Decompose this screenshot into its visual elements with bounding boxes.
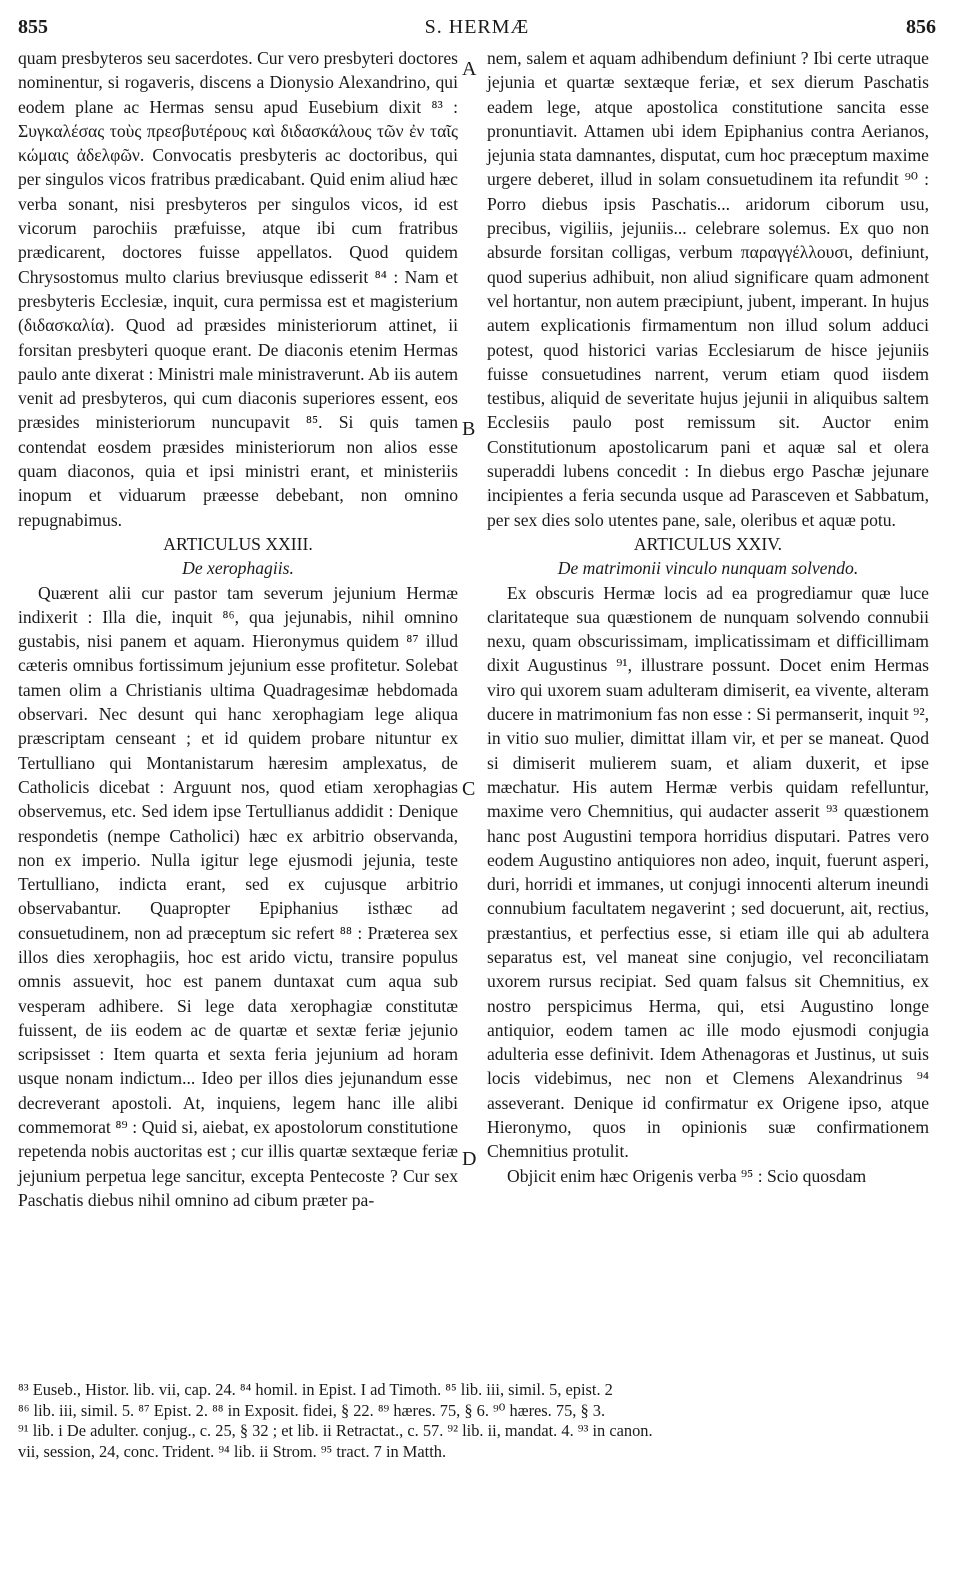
right-paragraph-1: nem, salem et aquam adhibendum definiunt ? Ibi certe utraque jejunia et quartæ sextæque feriæ, et sex dierum Paschatis eadem lege, atque apostolica constitutione sancita esse pronuntiavit. Attamen ubi idem Epiphanius contra Aerianos, jejunia stata damnantes, disputat, cum hoc præceptum maxime urgere deberet, illud in solam consuetudinem ita refundit ⁹⁰ : Porro diebus ipsis Paschatis... aridorum ciborum usu, precibus, vigiliis, jejuniis... celebrare solemus. Ex quo non absurde forsitan colligas, verbum παραγγέλλουσι, definiunt, quod superius adhibuit, non aliud significare quam admonent vel hortantur, non autem præcipiunt, jubent, imperant. In hujus autem explicationis firmamentum non illud solum adduci potest, quod historici varias Ecclesiarum de hisce jejuniis fuisse consuetudines narrent, verum etiam quod iisdem testibus, aliquid de severitate hujus jejunii in aliquibus saltem Ecclesiis paulo post remissum sit. Auctor enim Constitutionum apostolicarum pani et aquæ sal et olera superaddi lubens concedit : In diebus ergo Paschæ jejunare incipientes a feria secunda usque ad Parasceven et Sabbatum, per sex dies solo utentes pane, sale, oleribus et aquæ potu.: [487, 48, 929, 530]
margin-letter-a: A: [462, 58, 477, 80]
article-xxiii-subtitle: De xerophagiis.: [182, 558, 294, 579]
footnote-line-2: ⁸⁶ lib. iii, simil. 5. ⁸⁷ Epist. 2. ⁸⁸ in Exposit. fidei, § 22. ⁸⁹ hæres. 75, § 6. ⁹⁰ hæres. 75, § 3.: [18, 1400, 606, 1420]
running-title: S. HERMÆ: [424, 16, 530, 38]
footnote-line-4: vii, session, 24, conc. Trident. ⁹⁴ lib. ii Strom. ⁹⁵ tract. 7 in Matth.: [18, 1441, 447, 1461]
left-column: [18, 46, 458, 1212]
article-xxiii-title: ARTICULUS XXIII.: [163, 533, 313, 554]
margin-letter-d: D: [462, 1148, 477, 1170]
page-number-left: 855: [18, 16, 48, 38]
footnotes: [18, 1380, 930, 1462]
right-paragraph-2: Ex obscuris Hermæ locis ad ea progrediamur quæ luce claritateque sua quæstionem de nunquam solvendo connubii nexu, quam obscurissimam, implicatissimam et difficillimam dixit Augustinus ⁹¹, illustrare possunt. Docet enim Hermas viro qui uxorem suam adulteram dimiserit, ea vivente, alteram ducere in matrimonium fas non esse : Si permanserit, inquit ⁹², in vitio suo mulier, dimittat illam vir, et per se maneat. Quod si dimiserit mulierem suam, et aliam duxerit, et ipse mæchatur. His autem Hermæ verbis quidam refelluntur, maxime vero Chemnitius, qui audacter asserit ⁹³ quæstionem hanc post Augustini tempora horridius disputari. Patres vero eodem Augustino antiquiores non adeo, inquit, fuerunt asperi, duri, horridi et immanes, ut conjugi innocenti alterum ineundi connubium facultatem negaverint ; sed docuerunt, ait, rectius, præstantius, et perfectius esse, si etiam ille qui ab adultera separatus est, vel maneat sine conjugio, vel reconciliatam uxorem rursus recipiat. Sed quam falsus sit Chemnitius, ex nostro perspicimus Herma, qui, etsi Augustino longe antiquior, eodem tamen ac ille modo ejusmodi conjugia adulteria esse definivit. Idem Athenagoras et Justinus, ut suis locis videbimus, nec non et Clemens Alexandrinus ⁹⁴ asseverant. Denique id confirmatur ex Origene ipso, atque Hieronymo, quos in opinionis suæ confirmationem Chemnitius protulit.: [487, 582, 929, 1162]
article-xxiv-title: ARTICULUS XXIV.: [633, 533, 783, 554]
right-column: [487, 46, 929, 1188]
left-paragraph-1: quam presbyteros seu sacerdotes. Cur vero presbyteri doctores nominentur, si rogaveris, discens a Dionysio Alexandrino, qui eodem plane ac Hermas sensu apud Eusebium dixit ⁸³ : Συγκαλέσας τοὺς πρεσβυτέρους καὶ διδασκάλους τῶν ἐν ταῖς κώμαις ἀδελφῶν. Convocatis presbyteris ac doctoribus, qui per singulos vicos fratribus prædicabant. Quid enim aliud hæc verba sonant, nisi presbyteros per singulos vicos, id est vicorum parochiis præfuisse, atque ibi cum fratribus prædicarent, doctores fuisse appellatos. Quod quidem Chrysostomus multo clarius breviusque edisserit ⁸⁴ : Nam et presbyteris Ecclesiæ, inquit, cura permissa est et magisterium (διδασκαλία). Quod ad præsides ministeriorum attinet, ii forsitan presbyteri quoque erant. De diaconis etenim Hermas paulo ante dixerat : Ministri male ministraverunt. Ab iis autem venit ad presbyteros, qui cum diaconis superiores essent, eos præsides ministeriorum nuncupavit ⁸⁵. Si quis tamen contendat eosdem præsides ministeriorum non alios esse quam diaconos, quia et ipsi ministri erant, et ministeriis inopum et viduarum præesse debebant, non omnino repugnabimus.: [18, 48, 458, 530]
page-header: [14, 16, 940, 46]
page-number-right: 856: [906, 16, 936, 38]
margin-letter-b: B: [462, 418, 476, 440]
article-xxiv-subtitle: De matrimonii vinculo nunquam solvendo.: [557, 558, 859, 579]
footnote-line-3: ⁹¹ lib. i De adulter. conjug., c. 25, § 32 ; et lib. ii Retractat., c. 57. ⁹² lib. ii, mandat. 4. ⁹³ in canon.: [18, 1421, 653, 1440]
right-paragraph-3: Objicit enim hæc Origenis verba ⁹⁵ : Scio quosdam: [507, 1165, 867, 1186]
left-paragraph-2: Quærent alii cur pastor tam severum jejunium Hermæ indixerit : Illa die, inquit ⁸⁶, qua jejunabis, nihil omnino gustabis, nisi panem et aquam. Hieronymus quidem ⁸⁷ illud cæteris omnibus fortissimum jejunium esse profitetur. Solebat tamen olim a Christianis ultima Quadragesimæ hebdomada observari. Nec desunt qui hanc xerophagiam lege aliqua præscriptam censeant ; et id quidem probare nituntur ex Tertulliano qui Montanistarum hæresim amplexatus, de Catholicis dicebat : Arguunt nos, quod etiam xerophagias observemus, etc. Sed idem ipse Tertullianus addidit : Denique respondetis (nempe Catholici) hæc ex arbitrio observanda, non ex imperio. Nulla igitur lege ejusmodi jejunia, teste Tertulliano, indicta erant, sed ex cujusque arbitrio observabantur. Quapropter Epiphanius isthæc ad consuetudinem, non ad præceptum sic refert ⁸⁸ : Præterea sex illos dies xerophagiis, hoc est arido victu, transire populus omnis assuevit, hoc est panem duntaxat cum aqua sub vesperam adhibere. Si lege data xerophagiæ constitutæ fuissent, de iis eodem ac de quartæ et sextæ feriæ jejunio scripsisset : Item quarta et sexta feria jejunium ad horam usque nonam indictum... Ideo per illos dies jejunandum esse decreverant apostoli. At, inquiens, legem hanc ille alibi commemorat ⁸⁹ : Quid si, aiebat, ex apostolorum constitutione repetenda nobis auctoritas est ; cur illis quartæ sextæque feriæ jejunium perpetua lege sancitur, excepta Pentecoste ? Cur sex Paschatis diebus nihil omnino ad cibum præter pa-: [18, 582, 458, 1210]
margin-letter-c: C: [462, 778, 476, 800]
footnote-line-1: ⁸³ Euseb., Histor. lib. vii, cap. 24. ⁸⁴ homil. in Epist. I ad Timoth. ⁸⁵ lib. iii, simil. 5, epist. 2: [18, 1380, 613, 1399]
